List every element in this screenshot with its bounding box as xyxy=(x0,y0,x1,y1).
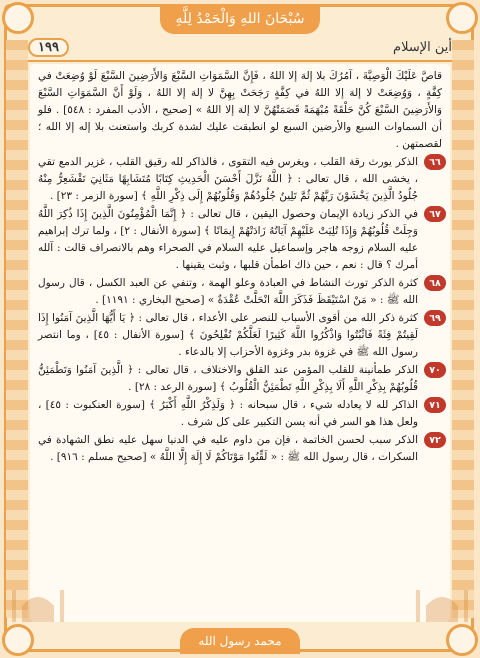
paragraph-text: الذكر طمأنينة للقلب المؤمن عند القلق والاختلاف ، قال تعالى : ﴿ الَّذِينَ آمَنُوا وَتَطْمَئِنُّ قُلُوبُهُمْ بِذِكْرِ اللَّهِ أَلَا بِذِكْرِ اللَّهِ تَطْمَئِنُّ الْقُلُوبُ ﴾ [سورة الرعد : ٢٨] . xyxy=(38,364,418,393)
item-number-badge: ٦٧ xyxy=(424,206,446,222)
item-number-badge: ٧٢ xyxy=(424,432,446,448)
header-divider xyxy=(28,60,452,62)
running-title: أين الإسلام xyxy=(393,39,452,55)
corner-ornament-icon xyxy=(446,624,478,656)
corner-ornament-icon xyxy=(2,2,34,34)
numbered-paragraph xyxy=(38,154,442,205)
page-number: ١٩٩ xyxy=(28,38,69,57)
paragraph-text: الذاكر لله لا يعادله شيء ، قال سبحانه : ﴿ وَلَذِكْرُ اللَّهِ أَكْبَرُ ﴾ [سورة العنكبوت : ٤٥] ، ولعل هذا هو السر في أنه يسن التكبير على كل شرف . xyxy=(38,399,418,428)
mosque-silhouette-icon xyxy=(8,582,68,622)
paragraph xyxy=(38,68,442,153)
item-number-badge: ٦٦ xyxy=(424,154,446,170)
bottom-calligraphy-banner xyxy=(180,628,300,654)
numbered-paragraph xyxy=(38,362,442,396)
right-border-pattern xyxy=(452,40,474,618)
corner-ornament-icon xyxy=(2,624,34,656)
paragraph-text: في الذكر زيادة الإيمان وحصول اليقين ، قال تعالى : ﴿ إِنَّمَا الْمُؤْمِنُونَ الَّذِينَ إِذَا ذُكِرَ اللَّهُ وَجِلَتْ قُلُوبُهُمْ وَإِذَا تُلِيَتْ عَلَيْهِمْ آيَاتُهُ زَادَتْهُمْ إِيمَانًا ﴾ [سورة الأنفال : ٢] ، ولما ترك إبراهيم عليه السلام زوجه هاجر وإسماعيل عليه السلام في الصحراء وهم بالانصراف قالت : آلله أمرك ؟ قال : نعم ، حين ذاك اطمأن قلبها ، وثبت يقينها . xyxy=(38,208,418,271)
numbered-paragraph xyxy=(38,432,442,466)
paragraph-text: قاصَّ عَلَيْكَ الْوَصِيَّةَ ، آمُرُكَ بلا إلهَ إلا اللهُ ، فَإِنَّ السَّمَوَاتِ السَّبْعَ وَالأَرَضِينَ السَّبْعَ لَوْ وُضِعَتْ في كِفَّةٍ ، وَوُضِعَتْ لا إلهَ إلا اللهُ في كِفَّةٍ رَجَحَتْ بِهِنَّ لا إلهَ إلا اللهُ ، وَلَوْ أَنَّ السَّمَوَاتِ السَّبْعَ وَالأَرَضِينَ السَّبْعَ كُنَّ حَلْقَةً مُبْهَمَةً قَصَمَتْهُنَّ لا إلهَ إلا اللهُ » [صحيح ، الأدب المفرد : ٥٤٨] . فلو أن السماوات السبع والأرضين السبع لو انطبقت عليك لشدة كربك واستعنت بلا إله إلا الله ؛ لقصمتهن . xyxy=(38,70,443,150)
numbered-paragraph xyxy=(38,206,442,274)
top-banner-text: سُبْحَانَ اللهِ وَالْحَمْدُ لِلَّهِ xyxy=(175,11,305,27)
paragraph-text: الذكر يورث رقة القلب ، ويغرس فيه التقوى ، فالذاكر لله رقيق القلب ، غزير الدمع تقي ، يخشى الله ، قال تعالى : ﴿ اللَّهُ نَزَّلَ أَحْسَنَ الْحَدِيثِ كِتَابًا مُتَشَابِهًا مَثَانِيَ تَقْشَعِرُّ مِنْهُ جُلُودُ الَّذِينَ يَخْشَوْنَ رَبَّهُمْ ثُمَّ تَلِينُ جُلُودُهُمْ وَقُلُوبُهُمْ إِلَى ذِكْرِ اللَّهِ ﴾ [سورة الزمر : ٢٣] . xyxy=(38,156,418,202)
mosque-silhouette-icon xyxy=(412,582,472,622)
page-header xyxy=(28,36,452,58)
numbered-paragraph xyxy=(38,397,442,431)
numbered-paragraph xyxy=(38,310,442,361)
top-calligraphy-banner xyxy=(160,4,320,34)
paragraph-text: الذكر سبب لحسن الخاتمة ، فإن من داوم عليه في الدنيا سهل عليه نطق الشهادة في السكرات ، قال رسول الله ﷺ : « لَقِّنُوا مَوْتَاكُمْ لَا إِلَهَ إِلَّا اللَّهُ » [صحيح مسلم : ٩١٦] . xyxy=(38,434,418,463)
item-number-badge: ٧٠ xyxy=(424,362,446,378)
item-number-badge: ٦٨ xyxy=(424,275,446,291)
paragraph-text: كثرة ذكر الله من أقوى الأسباب للنصر على الأعداء ، قال تعالى : ﴿ يَا أَيُّهَا الَّذِينَ آمَنُوا إِذَا لَقِيتُمْ فِئَةً فَاثْبُتُوا وَاذْكُرُوا اللَّهَ كَثِيرًا لَعَلَّكُمْ تُفْلِحُونَ ﴾ [سورة الأنفال : ٤٥] ، وما انتصر رسول الله ﷺ في غزوة بدر وغزوة الأحزاب إلا بالدعاء . xyxy=(38,312,418,358)
corner-ornament-icon xyxy=(446,2,478,34)
item-number-badge: ٦٩ xyxy=(424,310,446,326)
numbered-paragraph xyxy=(38,275,442,309)
paragraph-text: كثرة الذكر تورث النشاط في العبادة وعلو الهمة ، وتنفي عن العبد الكسل ، قال رسول الله ﷺ : « مَنْ اسْتَيْقَظَ فَذَكَرَ اللَّهَ انْحَلَّتْ عُقْدَةٌ » [صحيح البخاري : ١١٩١] . xyxy=(38,277,418,306)
text-body xyxy=(30,64,450,622)
bottom-banner-text: محمد رسول الله xyxy=(198,634,282,648)
item-number-badge: ٧١ xyxy=(424,397,446,413)
left-border-pattern xyxy=(6,40,28,618)
